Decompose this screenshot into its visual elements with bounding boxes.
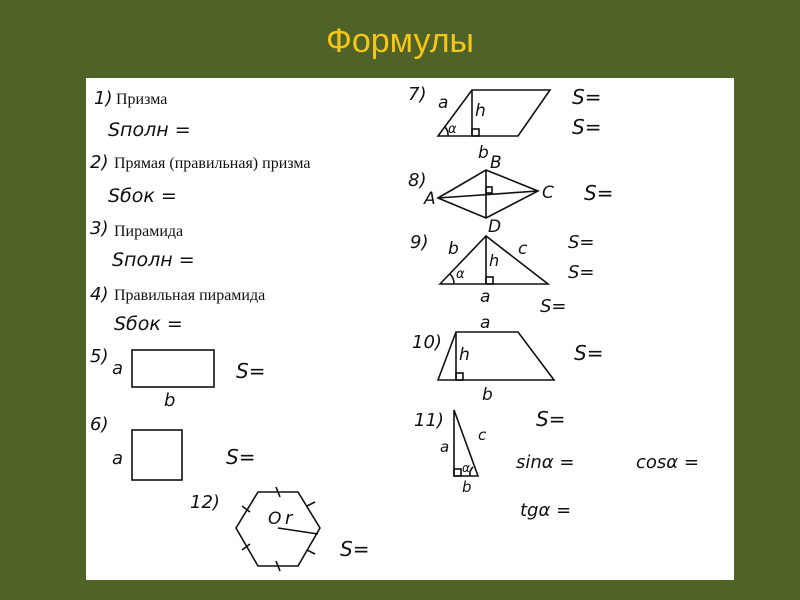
item-regular-pyramid: [90, 284, 265, 335]
vertex-a-label: A: [424, 189, 436, 209]
formula-sheet: [86, 78, 734, 580]
area-formula: S=: [340, 537, 370, 561]
area-formula-1: S=: [568, 232, 595, 253]
slide-title: Формулы: [326, 22, 474, 60]
base-a-label: a: [480, 313, 491, 333]
item-number: 3): [90, 218, 109, 239]
parallelogram-figure: [408, 84, 601, 163]
item-pyramid: [90, 218, 195, 271]
item-formula: Sбок =: [114, 313, 183, 335]
right-triangle-figure: [414, 407, 699, 521]
side-b-label: b: [164, 390, 176, 411]
hexagon-shape: [236, 492, 320, 566]
item-name: Прямая (правильная) призма: [114, 155, 311, 172]
area-formula-1: S=: [572, 85, 602, 109]
item-number: 7): [408, 84, 427, 105]
item-number: 10): [412, 332, 442, 353]
item-number: 2): [90, 152, 109, 173]
side-a-label: a: [480, 287, 491, 307]
side-b-label: b: [478, 143, 489, 163]
right-angle-mark: [472, 129, 479, 136]
rectangle-figure: [90, 346, 265, 411]
item-formula: Sполн =: [112, 249, 195, 271]
alpha-label: α: [462, 461, 470, 475]
angle-arc: [450, 274, 454, 284]
hypotenuse-c-label: c: [478, 426, 487, 444]
area-formula: S=: [584, 181, 614, 205]
square-figure: [90, 414, 255, 480]
area-formula: S=: [226, 445, 256, 469]
alpha-label: α: [456, 267, 465, 282]
item-name: Призма: [116, 91, 168, 108]
item-formula: Sполн =: [108, 119, 191, 141]
item-right-prism: [90, 152, 310, 207]
vertex-b-label: B: [490, 153, 502, 173]
item-name: Пирамида: [114, 223, 184, 240]
formula-drawing: [86, 78, 734, 580]
vertex-d-label: D: [488, 217, 502, 237]
cos-formula: cosα =: [636, 452, 699, 473]
radius-label: r: [285, 508, 293, 529]
square-shape: [132, 430, 182, 480]
alpha-label: α: [448, 122, 457, 137]
side-a-label: a: [438, 93, 449, 113]
diagonal-ac: [438, 191, 538, 198]
center-label: O: [268, 509, 282, 529]
item-name: Правильная пирамида: [114, 287, 266, 304]
item-number: 8): [408, 170, 427, 191]
angle-arc: [470, 467, 473, 476]
item-number: 12): [190, 492, 220, 513]
leg-b-label: b: [462, 478, 472, 496]
item-number: 4): [90, 284, 109, 305]
item-number: 1): [94, 88, 113, 109]
base-b-label: b: [482, 385, 493, 405]
area-formula-3: S=: [540, 296, 567, 317]
vertex-c-label: C: [542, 183, 554, 203]
radius-line: [278, 528, 318, 534]
area-formula-2: S=: [572, 115, 602, 139]
trapezoid-figure: [412, 313, 603, 405]
side-a-label: a: [112, 448, 124, 469]
right-angle-mark: [486, 277, 493, 284]
height-label: h: [459, 345, 470, 365]
right-angle-mark: [454, 469, 461, 476]
item-formula: Sбок =: [108, 185, 177, 207]
item-prism: [94, 88, 191, 141]
area-formula: S=: [536, 407, 566, 431]
height-label: h: [475, 101, 486, 121]
hexagon-figure: [190, 487, 369, 571]
item-number: 9): [410, 232, 429, 253]
area-formula-2: S=: [568, 262, 595, 283]
rhombus-figure: [408, 153, 613, 237]
triangle-figure: [410, 232, 595, 317]
item-number: 11): [414, 410, 444, 431]
leg-a-label: a: [440, 438, 450, 456]
side-c-label: c: [518, 239, 528, 259]
height-label: h: [489, 251, 500, 270]
side-a-label: a: [112, 358, 124, 379]
side-b-label: b: [448, 239, 459, 259]
area-formula: S=: [236, 359, 266, 383]
tg-formula: tgα =: [520, 500, 572, 521]
area-formula: S=: [574, 341, 604, 365]
item-number: 5): [90, 346, 109, 367]
right-angle-mark: [456, 373, 463, 380]
rectangle-shape: [132, 350, 214, 387]
sin-formula: sinα =: [516, 452, 575, 473]
right-angle-mark: [486, 187, 492, 193]
item-number: 6): [90, 414, 109, 435]
